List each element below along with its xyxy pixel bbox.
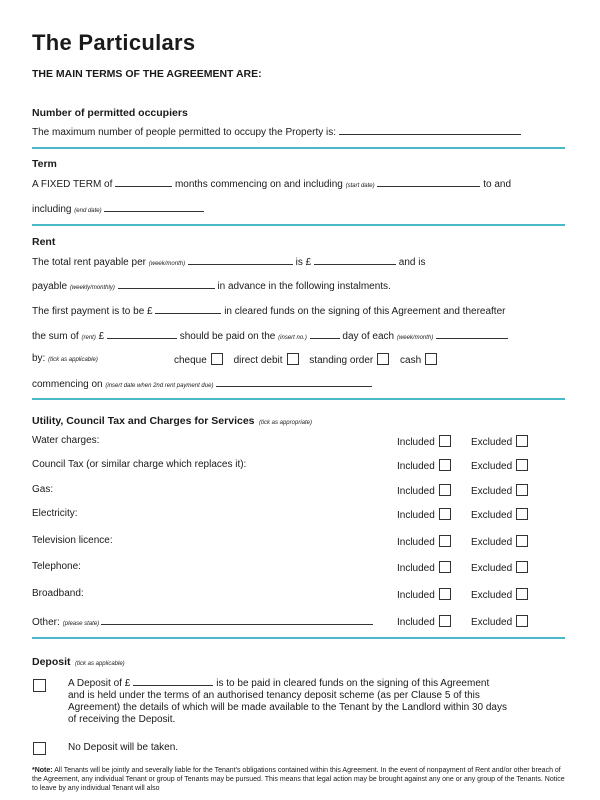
excluded-label: Excluded — [471, 510, 513, 521]
rent-each-hint: (week/month) — [396, 335, 434, 341]
excluded-option — [471, 484, 528, 497]
payment-methods — [174, 353, 437, 366]
utility-label: Water charges: — [32, 435, 100, 446]
term-start-hint: (start date) — [345, 183, 375, 189]
other-utility-field[interactable] — [101, 615, 373, 625]
rent-period-hint: (week/month) — [148, 261, 186, 267]
excluded-label: Excluded — [471, 486, 513, 497]
deposit-hint: (tick as applicable) — [74, 661, 125, 667]
deposit-heading-row — [32, 652, 125, 670]
utility-row — [32, 535, 567, 546]
utilities-hint: (tick as appropriate) — [258, 420, 312, 426]
included-option — [397, 459, 451, 472]
term-text-4: including — [32, 204, 72, 215]
included-label: Included — [397, 486, 435, 497]
term-text-1: A FIXED TERM of — [32, 179, 113, 190]
rent-text: and is — [398, 257, 426, 268]
rent-amount-field[interactable] — [314, 255, 396, 265]
deposit-text: is to be paid in cleared funds on the signing of this Agreement — [216, 678, 490, 689]
included-checkbox[interactable] — [439, 615, 451, 627]
term-row-1 — [32, 177, 511, 190]
rent-text: in cleared funds on the signing of this Agreement and thereafter — [224, 306, 506, 317]
included-option — [397, 615, 451, 628]
included-checkbox[interactable] — [439, 561, 451, 573]
deposit-amount-field[interactable] — [133, 676, 213, 686]
rent-text: should be paid on the — [179, 331, 276, 342]
included-checkbox[interactable] — [439, 535, 451, 547]
rent-frequency-hint: (weekly/monthly) — [69, 285, 115, 291]
rent-text: The total rent payable per — [32, 257, 146, 268]
rent-period-field[interactable] — [188, 255, 293, 265]
included-label: Included — [397, 510, 435, 521]
excluded-option — [471, 615, 528, 628]
second-payment-hint: (insert date when 2nd rent payment due) — [105, 383, 214, 389]
section-divider — [32, 224, 565, 226]
section-divider — [32, 398, 565, 400]
occupiers-row — [32, 125, 521, 138]
note-label: *Note: — [32, 767, 53, 774]
excluded-label: Excluded — [471, 437, 513, 448]
note-text: All Tenants will be jointly and severally liable for the Tenant's obligations contained within this Agreement. In the event of nonpayment of Rent and/or other breach of the Agreement, any individual Tenant or group of Tenants may be pursued. This means that legal action may be brought against any one or any group of the Tenants. Notice to leave by any individual Tenant will also — [32, 767, 565, 792]
occupiers-heading: Number of permitted occupiers — [32, 107, 188, 119]
deposit-option-1 — [68, 676, 507, 726]
term-months-field[interactable] — [115, 177, 172, 187]
occupiers-field[interactable] — [339, 125, 521, 135]
included-label: Included — [397, 537, 435, 548]
excluded-label: Excluded — [471, 537, 513, 548]
excluded-checkbox[interactable] — [516, 535, 528, 547]
no-deposit-checkbox[interactable] — [33, 742, 46, 755]
excluded-option — [471, 535, 528, 548]
excluded-checkbox[interactable] — [516, 508, 528, 520]
rent-heading: Rent — [32, 236, 56, 248]
deposit-heading: Deposit — [32, 656, 71, 668]
section-divider — [32, 147, 565, 149]
included-option — [397, 508, 451, 521]
rent-text: by: — [32, 353, 46, 364]
rent-frequency-field[interactable] — [118, 279, 215, 289]
standing-order-label: standing order — [309, 355, 374, 366]
rent-sum-field[interactable] — [107, 329, 177, 339]
excluded-label: Excluded — [471, 563, 513, 574]
term-end-date-field[interactable] — [104, 202, 204, 212]
cheque-checkbox[interactable] — [211, 353, 223, 365]
payment-method-hint: (tick as applicable) — [48, 357, 98, 363]
term-text-2: months commencing on and including — [174, 179, 343, 190]
excluded-checkbox[interactable] — [516, 484, 528, 496]
utility-row — [32, 561, 567, 572]
deposit-text: Agreement) the details of which will be made available to the Tenant by the Landlord within 30 days — [68, 702, 507, 713]
direct-debit-label: direct debit — [233, 355, 283, 366]
page-title: The Particulars — [32, 30, 196, 55]
rent-sum-hint: (rent) — [81, 335, 96, 341]
included-checkbox[interactable] — [439, 588, 451, 600]
excluded-label: Excluded — [471, 461, 513, 472]
rent-row-6 — [32, 377, 372, 390]
utilities-heading-row — [32, 411, 312, 429]
rent-row-5 — [32, 353, 98, 364]
deposit-text: A Deposit of £ — [68, 678, 131, 689]
rent-row-4 — [32, 329, 508, 342]
rent-text: day of each — [342, 331, 395, 342]
second-payment-date-field[interactable] — [216, 377, 372, 387]
excluded-checkbox[interactable] — [516, 615, 528, 627]
rent-day-hint: (insert no.) — [278, 335, 307, 341]
term-heading: Term — [32, 158, 57, 170]
included-checkbox[interactable] — [439, 484, 451, 496]
rent-text: the sum of — [32, 331, 79, 342]
included-option — [397, 484, 451, 497]
cash-checkbox[interactable] — [425, 353, 437, 365]
included-option — [397, 561, 451, 574]
rent-row-2 — [32, 279, 391, 292]
utility-label: Telephone: — [32, 561, 81, 572]
rent-text: is £ — [295, 257, 312, 268]
utility-row — [32, 435, 567, 446]
utilities-heading: Utility, Council Tax and Charges for Services — [32, 415, 255, 427]
included-checkbox[interactable] — [439, 459, 451, 471]
section-divider — [32, 637, 565, 639]
term-start-date-field[interactable] — [377, 177, 480, 187]
excluded-checkbox[interactable] — [516, 561, 528, 573]
utility-row — [32, 459, 567, 470]
excluded-option — [471, 561, 528, 574]
excluded-label: Excluded — [471, 617, 513, 628]
included-checkbox[interactable] — [439, 435, 451, 447]
included-label: Included — [397, 617, 435, 628]
utility-hint: (please state) — [62, 621, 100, 627]
utility-label: Electricity: — [32, 508, 78, 519]
excluded-option — [471, 435, 528, 448]
excluded-option — [471, 588, 528, 601]
included-option — [397, 535, 451, 548]
rent-day-field[interactable] — [310, 329, 340, 339]
cash-label: cash — [400, 355, 422, 366]
utility-row — [32, 484, 567, 495]
first-payment-field[interactable] — [155, 304, 221, 314]
utility-label: Other: — [32, 617, 60, 628]
utility-row — [32, 615, 567, 628]
included-label: Included — [397, 590, 435, 601]
term-row-2 — [32, 202, 204, 215]
occupiers-text: The maximum number of people permitted to occupy the Property is: — [32, 127, 337, 138]
rent-row-3 — [32, 304, 505, 317]
included-option — [397, 435, 451, 448]
direct-debit-checkbox[interactable] — [287, 353, 299, 365]
rent-text: commencing on — [32, 379, 103, 390]
utility-row — [32, 588, 567, 599]
excluded-checkbox[interactable] — [516, 588, 528, 600]
term-text-3: to and — [483, 179, 512, 190]
excluded-option — [471, 459, 528, 472]
rent-text: £ — [98, 331, 105, 342]
standing-order-checkbox[interactable] — [377, 353, 389, 365]
included-label: Included — [397, 437, 435, 448]
excluded-option — [471, 508, 528, 521]
rent-each-field[interactable] — [436, 329, 508, 339]
no-deposit-label: No Deposit will be taken. — [68, 742, 179, 753]
excluded-label: Excluded — [471, 590, 513, 601]
rent-row-1 — [32, 255, 425, 268]
cheque-label: cheque — [174, 355, 207, 366]
note — [32, 766, 567, 793]
utility-row — [32, 508, 567, 519]
included-label: Included — [397, 461, 435, 472]
included-label: Included — [397, 563, 435, 574]
excluded-checkbox[interactable] — [516, 435, 528, 447]
deposit-taken-checkbox[interactable] — [33, 679, 46, 692]
deposit-text: of receiving the Deposit. — [68, 714, 176, 725]
page-subtitle: THE MAIN TERMS OF THE AGREEMENT ARE: — [32, 68, 262, 80]
included-checkbox[interactable] — [439, 508, 451, 520]
included-option — [397, 588, 451, 601]
rent-text: The first payment is to be £ — [32, 306, 153, 317]
utility-label: Television licence: — [32, 535, 113, 546]
deposit-text: and is held under the terms of an authorised tenancy deposit scheme (as per Clause 5 of this — [68, 690, 480, 701]
excluded-checkbox[interactable] — [516, 459, 528, 471]
term-end-hint: (end date) — [74, 208, 102, 214]
utility-label: Broadband: — [32, 588, 84, 599]
utility-label: Gas: — [32, 484, 54, 495]
utility-label: Council Tax (or similar charge which replaces it): — [32, 459, 247, 470]
rent-text: payable — [32, 281, 68, 292]
rent-text: in advance in the following instalments. — [217, 281, 391, 292]
